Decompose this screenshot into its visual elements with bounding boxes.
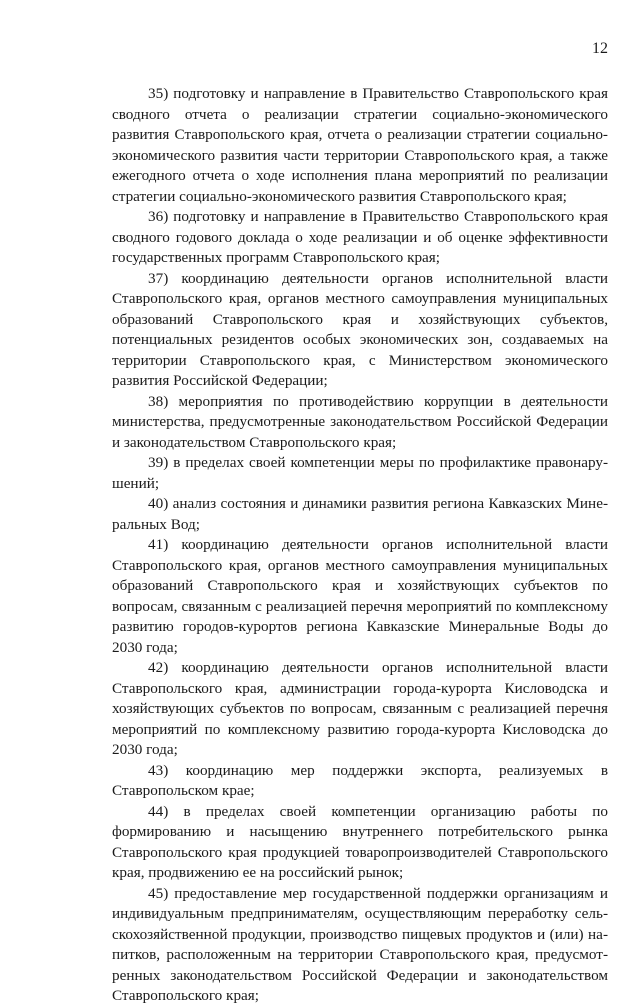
- paragraph-44: 44) в пределах своей компетенции организацию работы по формированию и насыщению внутреннего потребительского рынка Ставропольского края продукцией товаропроизводителей Ставропольского края, продвижению ее на российский рынок;: [112, 802, 608, 881]
- paragraph-42: 42) координацию деятельности органов исполнительной власти Ставропольского края, администрации города-курорта Кисловодска и хозяйствующих субъектов по вопросам, связанным с реализацией перечня мероприятий по комплексному развитию города-курорта Кисловодска до 2030 года;: [112, 659, 608, 758]
- paragraph-39: 39) в пределах своей компетенции меры по профилактике правонарушений;: [112, 454, 608, 492]
- paragraph-35: 35) подготовку и направление в Правительство Ставропольского края сводного отчета о реализации стратегии социально-экономического развития Ставропольского края, отчета о реализации стратегии социально-экономического развития части территории Ставропольского края, а также ежегодного отчета о ходе исполнения плана мероприятий по реализации стратегии социально-экономического развития Ставропольского края;: [112, 85, 608, 205]
- paragraph-43: 43) координацию мер поддержки экспорта, реализуемых в Ставропольском крае;: [112, 761, 608, 799]
- paragraph-40: 40) анализ состояния и динамики развития региона Кавказских Минеральных Вод;: [112, 495, 608, 533]
- paragraph-36: 36) подготовку и направление в Правительство Ставропольского края сводного годового доклада о ходе реализации и об оценке эффективности государственных программ Ставропольского края;: [112, 208, 608, 266]
- document-body: [112, 84, 608, 1007]
- paragraph-38: 38) мероприятия по противодействию коррупции в деятельности министерства, предусмотренные законодательством Российской Федерации и законодательством Ставропольского края;: [112, 392, 608, 451]
- paragraph-45: 45) предоставление мер государственной поддержки организациям и индивидуальным предпринимателям, осуществляющим переработку сельскохозяйственной продукции, производство пищевых продуктов и (или) напитков, расположенным на территории Ставропольского края, предусмотренных законодательством Российской Федерации и законодательством Ставропольского края;: [112, 884, 608, 1004]
- page-number: 12: [592, 40, 608, 57]
- paragraph-37: 37) координацию деятельности органов исполнительной власти Ставропольского края, органов местного самоуправления муниципальных образований Ставропольского края и хозяйствующих субъектов, потенциальных резидентов особых экономических зон, создаваемых на территории Ставропольского края, с Министерством экономического развития Российской Федерации;: [112, 269, 608, 389]
- paragraph-41: 41) координацию деятельности органов исполнительной власти Ставропольского края, органов местного самоуправления муниципальных образований Ставропольского края и хозяйствующих субъектов по вопросам, связанным с реализацией перечня мероприятий по комплексному развитию городов-курортов региона Кавказские Минеральные Воды до 2030 года;: [112, 536, 608, 656]
